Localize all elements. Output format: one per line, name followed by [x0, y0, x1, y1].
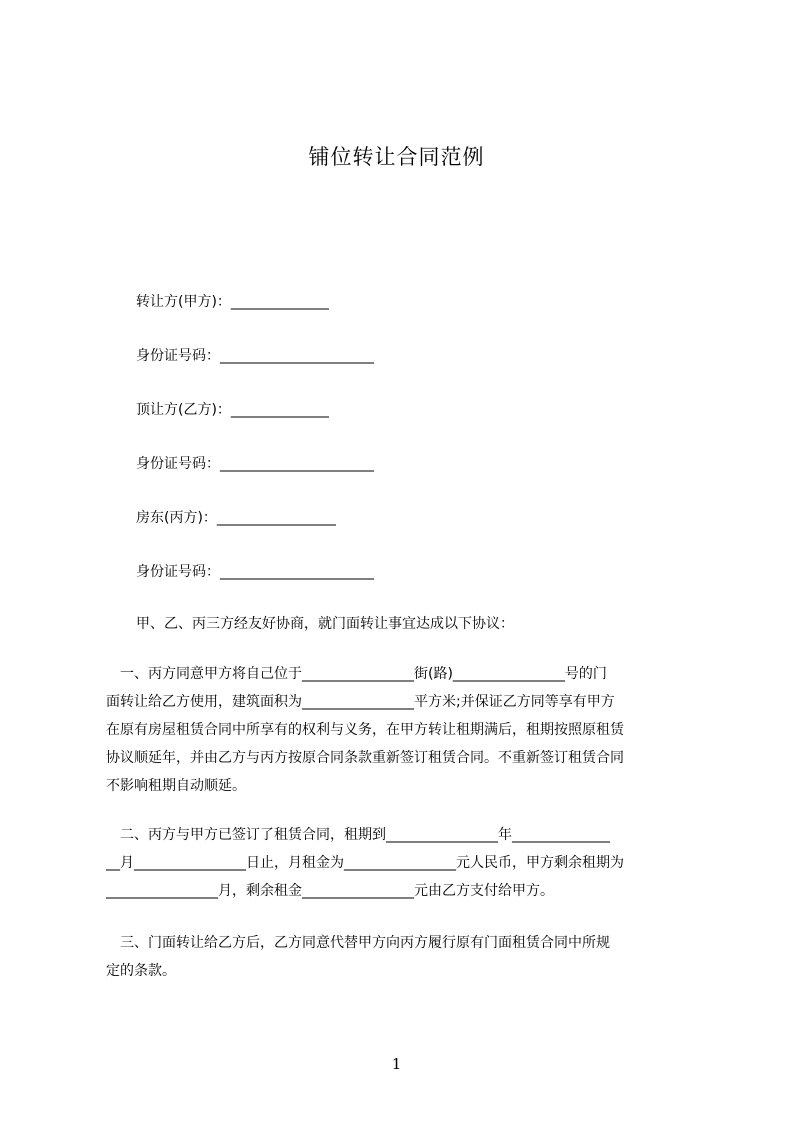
clause-1-line: 协议顺延年，并由乙方与丙方按原合同条款重新签订租赁合同。不重新签订租赁合同 — [106, 750, 624, 766]
landlord-id-field: 身份证号码：______________________ — [136, 564, 374, 580]
transferor-id-field: 身份证号码：______________________ — [136, 348, 374, 364]
clause-2-line: 二、丙方与甲方已签订了租赁合同，租期到________________年______________ — [106, 827, 610, 843]
transferor-field: 转让方(甲方)：______________ — [136, 294, 329, 310]
page-number: 1 — [391, 1055, 402, 1073]
transferee-field: 顶让方(乙方)：______________ — [136, 402, 329, 418]
clause-1-line: 面转让给乙方使用，建筑面积为________________平方米;并保证乙方同等享有甲方 — [106, 694, 615, 710]
clause-2-line: ________________月，剩余租金________________元由乙方支付给甲方。 — [106, 883, 554, 899]
clause-3-line: 三、门面转让给乙方后，乙方同意代替甲方向丙方履行原有门面租赁合同中所规 — [106, 935, 610, 951]
landlord-field: 房东(丙方)：_________________ — [136, 510, 336, 526]
clause-2 — [106, 821, 702, 905]
transferee-id-field: 身份证号码：______________________ — [136, 456, 374, 472]
clause-1-line: 一、丙方同意甲方将自己位于________________街(路)________________号的门 — [106, 666, 607, 682]
clause-3 — [106, 929, 702, 985]
clause-1 — [106, 660, 702, 800]
clause-2-line: __月________________日止，月租金为________________元人民币，甲方剩余租期为 — [106, 855, 624, 871]
agreement-intro: 甲、乙、丙三方经友好协商，就门面转让事宜达成以下协议： — [136, 616, 514, 632]
clause-1-line: 在原有房屋租赁合同中所享有的权利与义务，在甲方转让租期满后，租期按照原租赁 — [106, 722, 624, 738]
clause-1-line: 不影响租期自动顺延。 — [106, 778, 246, 794]
document-title: 铺位转让合同范例 — [308, 145, 485, 169]
clause-3-line: 定的条款。 — [106, 963, 176, 979]
